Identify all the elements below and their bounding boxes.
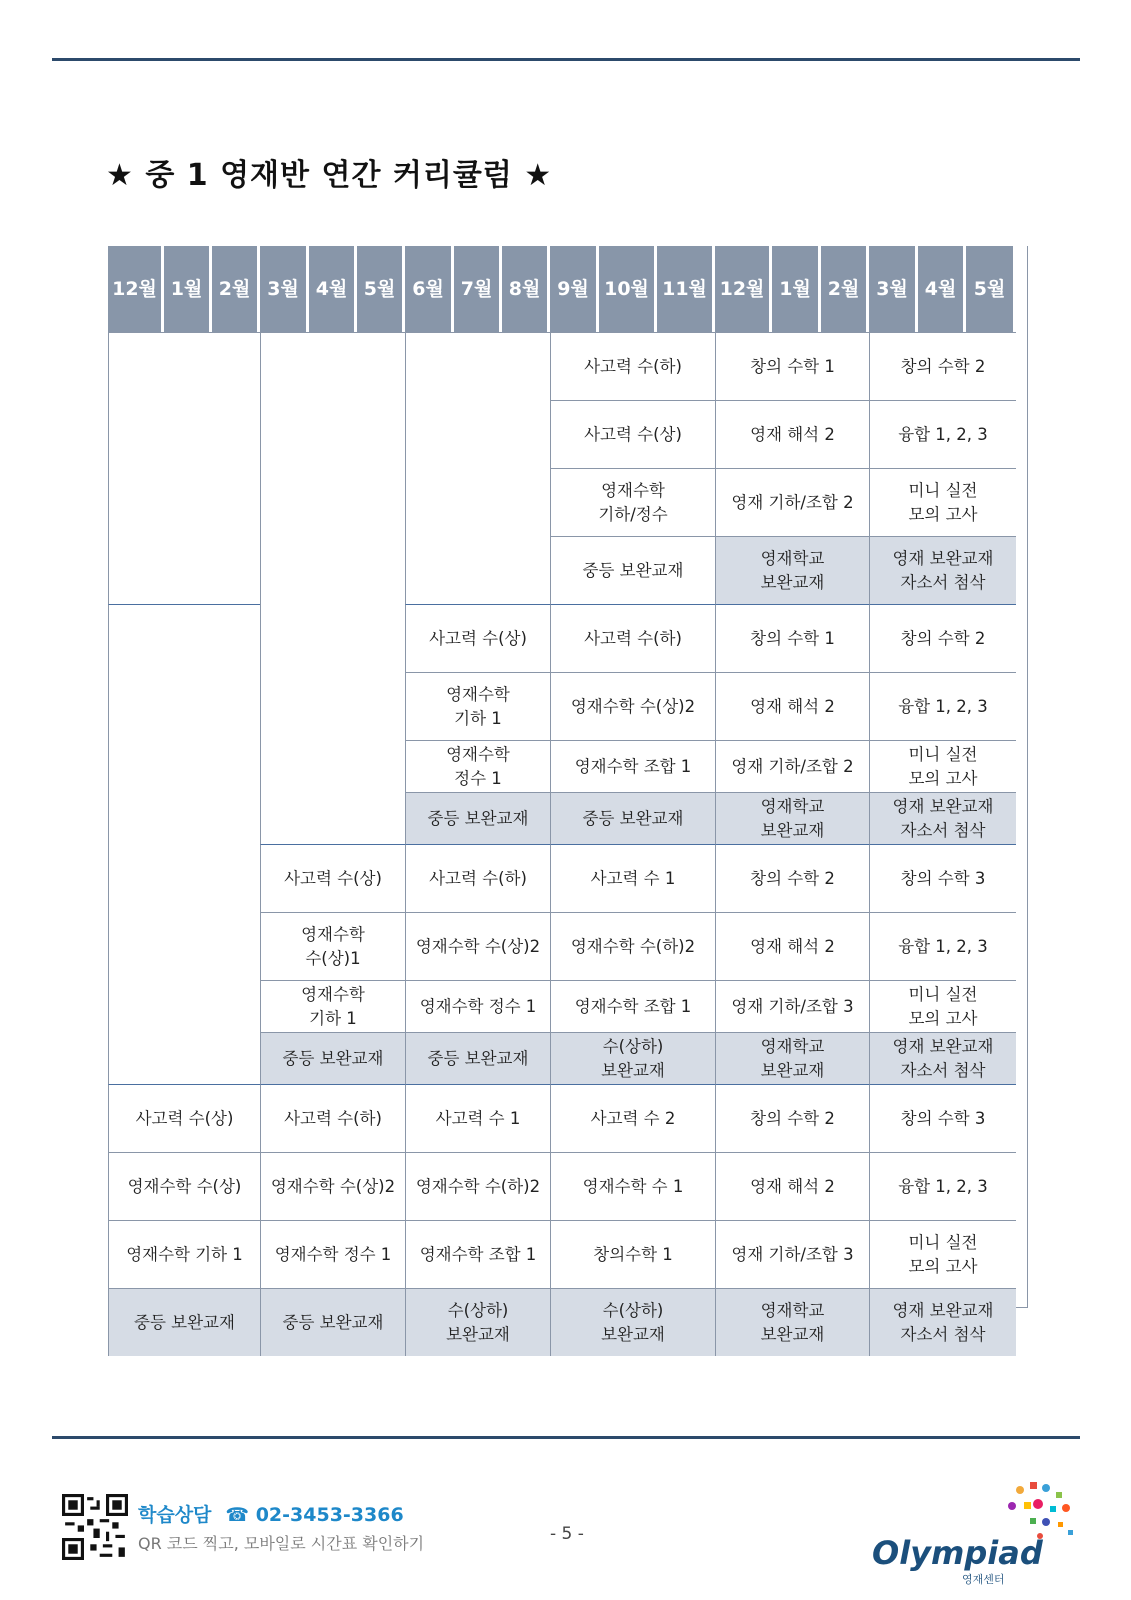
- month-header: [550, 246, 599, 332]
- month-header: [260, 246, 309, 332]
- course-cell: 창의 수학 2: [869, 332, 1016, 400]
- month-header: [309, 246, 357, 332]
- course-cell: 사고력 수 1: [405, 1084, 550, 1152]
- month-header: [454, 246, 502, 332]
- course-cell: 사고력 수(상): [108, 1084, 260, 1152]
- month-unit: 월: [328, 278, 348, 300]
- course-cell: 영재 보완교재 자소서 첨삭: [869, 792, 1016, 844]
- course-cell: 미니 실전 모의 고사: [869, 980, 1016, 1032]
- course-cell: 창의 수학 1: [715, 604, 869, 672]
- qr-code-icon: [62, 1494, 128, 1560]
- course-cell: 수(상하) 보완교재: [550, 1288, 715, 1356]
- month-unit: 월: [280, 278, 299, 300]
- course-cell: 영재수학 정수 1: [260, 1220, 405, 1288]
- month-unit: 월: [792, 278, 811, 300]
- empty-cell: [260, 332, 405, 844]
- month-header: [715, 246, 772, 332]
- course-cell: 창의 수학 1: [715, 332, 869, 400]
- empty-cell: [405, 332, 550, 604]
- month-number: 1: [779, 278, 793, 300]
- month-number: 4: [315, 278, 329, 300]
- empty-cell: [108, 604, 260, 1084]
- month-number: 6: [412, 278, 426, 300]
- consult-line: [138, 1500, 404, 1527]
- course-cell: 창의 수학 2: [715, 1084, 869, 1152]
- month-unit: 월: [630, 278, 649, 300]
- course-cell: 영재수학 정수 1: [405, 740, 550, 792]
- course-cell: 영재수학 조합 1: [405, 1220, 550, 1288]
- month-header: [405, 246, 454, 332]
- top-rule: [52, 58, 1080, 61]
- month-unit: 월: [986, 278, 1006, 300]
- month-unit: 월: [688, 278, 707, 300]
- course-cell: 영재수학 수(상)2: [260, 1152, 405, 1220]
- logo-subtitle: 영재센터: [962, 1573, 1005, 1586]
- course-cell: 창의 수학 3: [869, 844, 1016, 912]
- course-cell: 영재학교 보완교재: [715, 1288, 869, 1356]
- course-cell: 중등 보완교재: [405, 1032, 550, 1084]
- month-unit: 월: [138, 278, 157, 300]
- phone-number[interactable]: ☎ 02-3453-3366: [225, 1504, 404, 1526]
- course-cell: 영재수학 수(상)2: [405, 912, 550, 980]
- month-number: 11: [662, 278, 689, 300]
- course-cell: 영재 해석 2: [715, 912, 869, 980]
- course-cell: 영재수학 수(상)2: [550, 672, 715, 740]
- month-number: 5: [973, 278, 987, 300]
- month-number: 12: [719, 278, 747, 300]
- course-cell: 영재 보완교재 자소서 첨삭: [869, 1032, 1016, 1084]
- course-cell: 중등 보완교재: [108, 1288, 260, 1356]
- month-header: [164, 246, 212, 332]
- month-unit: 월: [376, 278, 396, 300]
- curriculum-table: [108, 246, 1028, 1344]
- month-header: [869, 246, 918, 332]
- month-number: 3: [876, 278, 890, 300]
- course-cell: 영재 기하/조합 3: [715, 1220, 869, 1288]
- course-cell: 융합 1, 2, 3: [869, 1152, 1016, 1220]
- course-cell: 사고력 수(하): [260, 1084, 405, 1152]
- consult-label: 학습상담: [138, 1504, 212, 1526]
- qr-note: QR 코드 찍고, 모바일로 시간표 확인하기: [138, 1534, 425, 1553]
- course-cell: 영재학교 보완교재: [715, 1032, 869, 1084]
- month-header: [657, 246, 715, 332]
- course-cell: 영재수학 수(상)1: [260, 912, 405, 980]
- month-unit: 월: [425, 278, 444, 300]
- olympiad-logo: Olympiad: [872, 1534, 1043, 1572]
- course-cell: 사고력 수(상): [550, 400, 715, 468]
- month-number: 10: [604, 278, 631, 300]
- course-cell: 영재수학 수(하)2: [405, 1152, 550, 1220]
- course-cell: 영재수학 조합 1: [550, 740, 715, 792]
- month-unit: 월: [840, 278, 860, 300]
- month-number: 1: [170, 278, 184, 300]
- month-unit: 월: [570, 278, 589, 300]
- course-cell: 사고력 수(상): [260, 844, 405, 912]
- course-cell: 중등 보완교재: [405, 792, 550, 844]
- course-cell: 융합 1, 2, 3: [869, 400, 1016, 468]
- course-cell: 사고력 수 1: [550, 844, 715, 912]
- month-header: [918, 246, 966, 332]
- month-number: 7: [460, 278, 474, 300]
- course-cell: 영재수학 수 1: [550, 1152, 715, 1220]
- course-cell: 영재수학 기하 1: [108, 1220, 260, 1288]
- month-header: [772, 246, 821, 332]
- month-header: [357, 246, 405, 332]
- course-cell: 영재수학 정수 1: [405, 980, 550, 1032]
- course-cell: 영재수학 수(하)2: [550, 912, 715, 980]
- course-cell: 영재 해석 2: [715, 672, 869, 740]
- month-number: 2: [218, 278, 232, 300]
- month-unit: 월: [473, 278, 493, 300]
- month-header: [212, 246, 260, 332]
- course-cell: 사고력 수 2: [550, 1084, 715, 1152]
- page-title: ★ 중 1 영재반 연간 커리큘럼 ★: [106, 158, 553, 193]
- course-cell: 영재학교 보완교재: [715, 792, 869, 844]
- course-cell: 영재수학 기하 1: [405, 672, 550, 740]
- empty-cell: [108, 332, 260, 604]
- course-cell: 미니 실전 모의 고사: [869, 1220, 1016, 1288]
- course-cell: 융합 1, 2, 3: [869, 672, 1016, 740]
- course-cell: 창의 수학 2: [869, 604, 1016, 672]
- month-number: 9: [557, 278, 571, 300]
- month-number: 12: [112, 278, 139, 300]
- month-number: 5: [363, 278, 377, 300]
- course-cell: 영재 해석 2: [715, 400, 869, 468]
- month-unit: 월: [889, 278, 908, 300]
- course-cell: 영재학교 보완교재: [715, 536, 869, 604]
- month-unit: 월: [231, 278, 251, 300]
- course-cell: 영재 기하/조합 2: [715, 468, 869, 536]
- month-number: 8: [508, 278, 522, 300]
- course-cell: 영재 보완교재 자소서 첨삭: [869, 1288, 1016, 1356]
- course-cell: 영재수학 수(상): [108, 1152, 260, 1220]
- month-header: [599, 246, 657, 332]
- month-number: 4: [924, 278, 938, 300]
- month-unit: 월: [521, 278, 541, 300]
- month-number: 3: [267, 278, 281, 300]
- month-number: 2: [827, 278, 841, 300]
- course-cell: 영재 보완교재 자소서 첨삭: [869, 536, 1016, 604]
- page-number: - 5 -: [550, 1524, 584, 1544]
- course-cell: 영재수학 조합 1: [550, 980, 715, 1032]
- course-cell: 수(상하) 보완교재: [550, 1032, 715, 1084]
- course-cell: 중등 보완교재: [550, 536, 715, 604]
- course-cell: 영재 해석 2: [715, 1152, 869, 1220]
- course-cell: 영재수학 기하 1: [260, 980, 405, 1032]
- course-cell: 미니 실전 모의 고사: [869, 740, 1016, 792]
- course-cell: 창의 수학 2: [715, 844, 869, 912]
- course-cell: 사고력 수(하): [405, 844, 550, 912]
- course-cell: 중등 보완교재: [260, 1288, 405, 1356]
- course-cell: 미니 실전 모의 고사: [869, 468, 1016, 536]
- course-cell: 수(상하) 보완교재: [405, 1288, 550, 1356]
- course-cell: 융합 1, 2, 3: [869, 912, 1016, 980]
- month-unit: 월: [937, 278, 957, 300]
- course-cell: 사고력 수(상): [405, 604, 550, 672]
- month-header: [966, 246, 1016, 332]
- month-header: [821, 246, 869, 332]
- course-cell: 중등 보완교재: [260, 1032, 405, 1084]
- course-cell: 사고력 수(하): [550, 332, 715, 400]
- course-cell: 중등 보완교재: [550, 792, 715, 844]
- course-cell: 창의 수학 3: [869, 1084, 1016, 1152]
- course-cell: 영재 기하/조합 2: [715, 740, 869, 792]
- course-cell: 창의수학 1: [550, 1220, 715, 1288]
- month-header: [108, 246, 164, 332]
- course-cell: 영재수학 기하/정수: [550, 468, 715, 536]
- month-header: [502, 246, 550, 332]
- footer-rule: [52, 1436, 1080, 1439]
- course-cell: 사고력 수(하): [550, 604, 715, 672]
- month-unit: 월: [746, 278, 765, 300]
- month-unit: 월: [183, 278, 203, 300]
- course-cell: 영재 기하/조합 3: [715, 980, 869, 1032]
